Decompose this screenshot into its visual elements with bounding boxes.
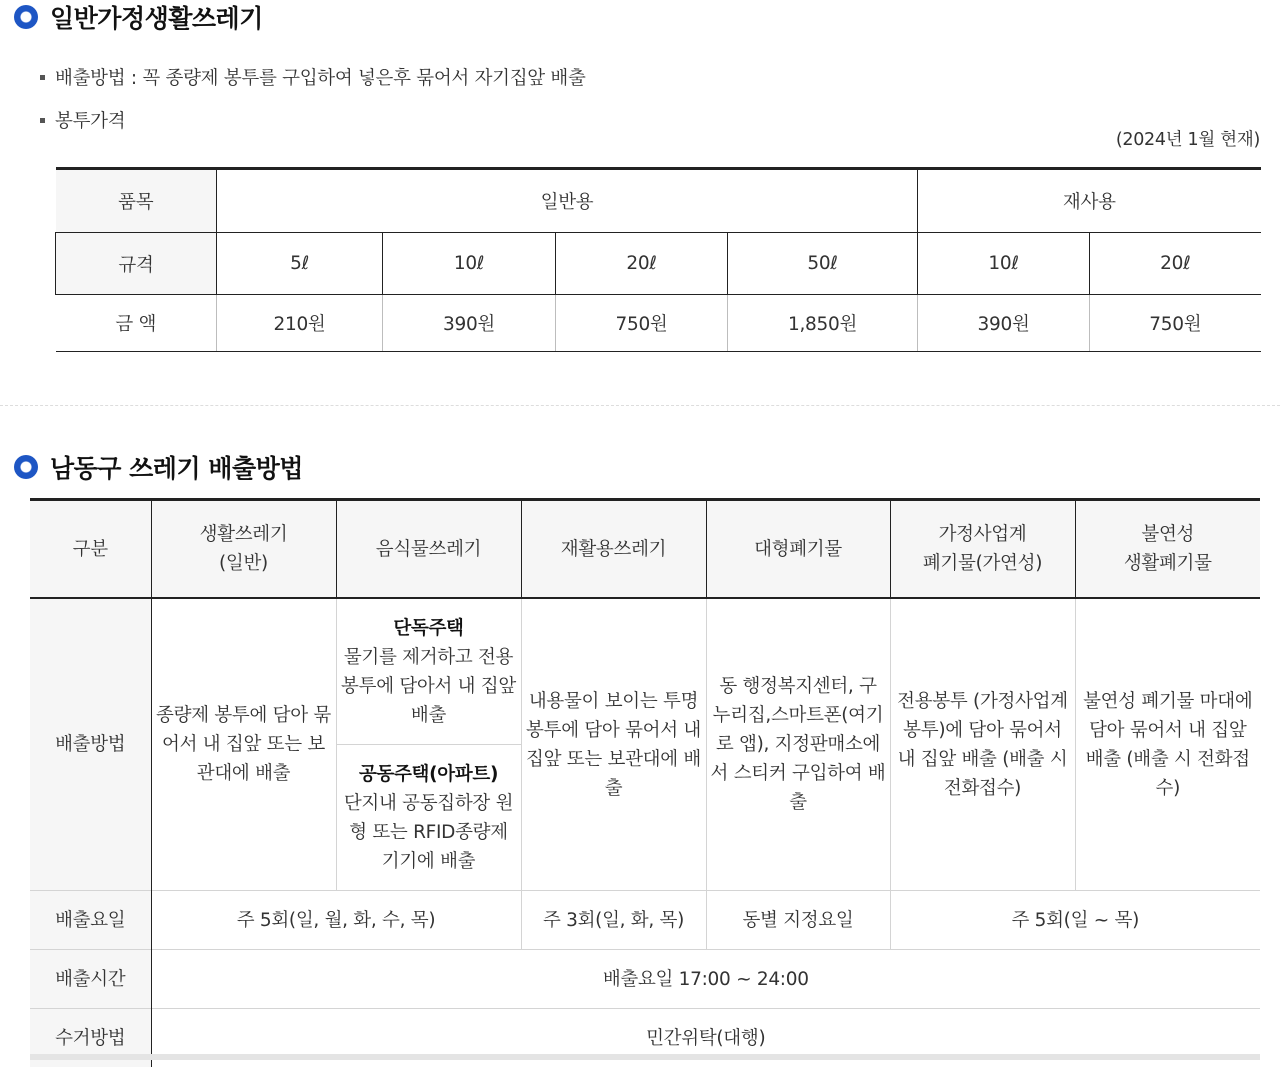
food-waste-header: 음식물쓰레기 [336,500,521,599]
price-cell: 1,850원 [728,295,918,352]
spec-cell: 20ℓ [556,233,728,295]
business-waste-header [890,500,1075,599]
bullet-bag-price [40,107,125,133]
method-row-header: 배출방법 [30,598,151,891]
bullet-text: 봉투가격 [55,107,125,133]
category-header: 구분 [30,500,151,599]
collect-cell: 민간위탁(대행) [151,1009,1260,1067]
bulky-waste-header: 대형폐기물 [706,500,890,599]
header-line: 생활폐기물 [1078,549,1259,578]
header-line: 가정사업계 [893,520,1073,549]
table-row [56,295,1261,352]
header-line: 생활쓰레기 [154,520,334,549]
spec-cell: 20ℓ [1090,233,1261,295]
bullet-text: 배출방법 : 꼭 종량제 봉투를 구입하여 넣은후 묶어서 자기집앞 배출 [55,64,586,90]
table-row [30,598,1260,745]
as-of-date: (2024년 1월 현재) [1116,126,1260,151]
spec-cell: 10ℓ [383,233,556,295]
recycle-day-cell: 주 3회(일, 화, 목) [521,891,706,950]
nonflammable-method-cell: 불연성 폐기물 마대에 담아 묶어서 내 집앞 배출 (배출 시 전화접수) [1075,598,1260,891]
circle-bullet-icon [14,5,38,29]
spec-header: 규격 [56,233,217,295]
general-food-day-cell: 주 5회(일, 월, 화, 수, 목) [151,891,521,950]
recycle-method-cell: 내용물이 보이는 투명봉투에 담아 묶어서 내 집앞 또는 보관대에 배출 [521,598,706,891]
business-method-cell: 전용봉투 (가정사업계 봉투)에 담아 묶어서 내 집앞 배출 (배출 시 전화접수) [890,598,1075,891]
square-bullet-icon [40,75,45,80]
square-bullet-icon [40,118,45,123]
section-title-text: 일반가정생활쓰레기 [50,0,263,35]
food-house-title: 단독주택 [340,614,518,643]
food-house-text: 물기를 제거하고 전용봉투에 담아서 내 집앞 배출 [340,643,518,730]
time-row-header: 배출시간 [30,950,151,1009]
bag-price-table [55,167,1261,352]
spec-cell: 10ℓ [918,233,1090,295]
price-cell: 390원 [383,295,556,352]
table-row [56,233,1261,295]
food-apartment-cell [336,745,521,891]
header-line: 폐기물(가연성) [893,549,1073,578]
spec-cell: 50ℓ [728,233,918,295]
header-line: (일반) [154,549,334,578]
section-title-disposal-method [14,449,303,485]
food-apartment-text: 단지내 공동집하장 원형 또는 RFID종량제 기기에 배출 [340,789,518,876]
item-header: 품목 [56,169,217,233]
header-line: 불연성 [1078,520,1259,549]
bulky-method-cell: 동 행정복지센터, 구 누리집,스마트폰(여기로 앱), 지정판매소에서 스티커 구입하여 배출 [706,598,890,891]
time-cell: 배출요일 17:00 ~ 24:00 [151,950,1260,1009]
section-divider [0,405,1280,406]
amount-header: 금 액 [56,295,217,352]
recycle-waste-header: 재활용쓰레기 [521,500,706,599]
day-row-header: 배출요일 [30,891,151,950]
reuse-header: 재사용 [918,169,1261,233]
food-house-cell [336,598,521,745]
section-title-text: 남동구 쓰레기 배출방법 [50,449,303,485]
nonflammable-waste-header [1075,500,1260,599]
bulky-day-cell: 동별 지정요일 [706,891,890,950]
price-cell: 390원 [918,295,1090,352]
price-cell: 750원 [556,295,728,352]
business-nonflammable-day-cell: 주 5회(일 ~ 목) [890,891,1260,950]
general-use-header: 일반용 [217,169,918,233]
table-row [30,891,1260,950]
general-method-cell: 종량제 봉투에 담아 묶어서 내 집앞 또는 보관대에 배출 [151,598,336,891]
collect-row-header: 수거방법 [30,1009,151,1067]
table-header-row [30,500,1260,599]
disposal-method-table [30,498,1260,1067]
bottom-scroll-edge [30,1054,1260,1060]
spec-cell: 5ℓ [217,233,383,295]
price-cell: 210원 [217,295,383,352]
price-cell: 750원 [1090,295,1261,352]
section-title-household-waste [14,0,263,34]
circle-bullet-icon [14,455,38,479]
table-row [30,950,1260,1009]
food-apartment-title: 공동주택(아파트) [340,760,518,789]
bullet-disposal-method [40,64,586,90]
table-row [56,169,1261,233]
general-waste-header [151,500,336,599]
